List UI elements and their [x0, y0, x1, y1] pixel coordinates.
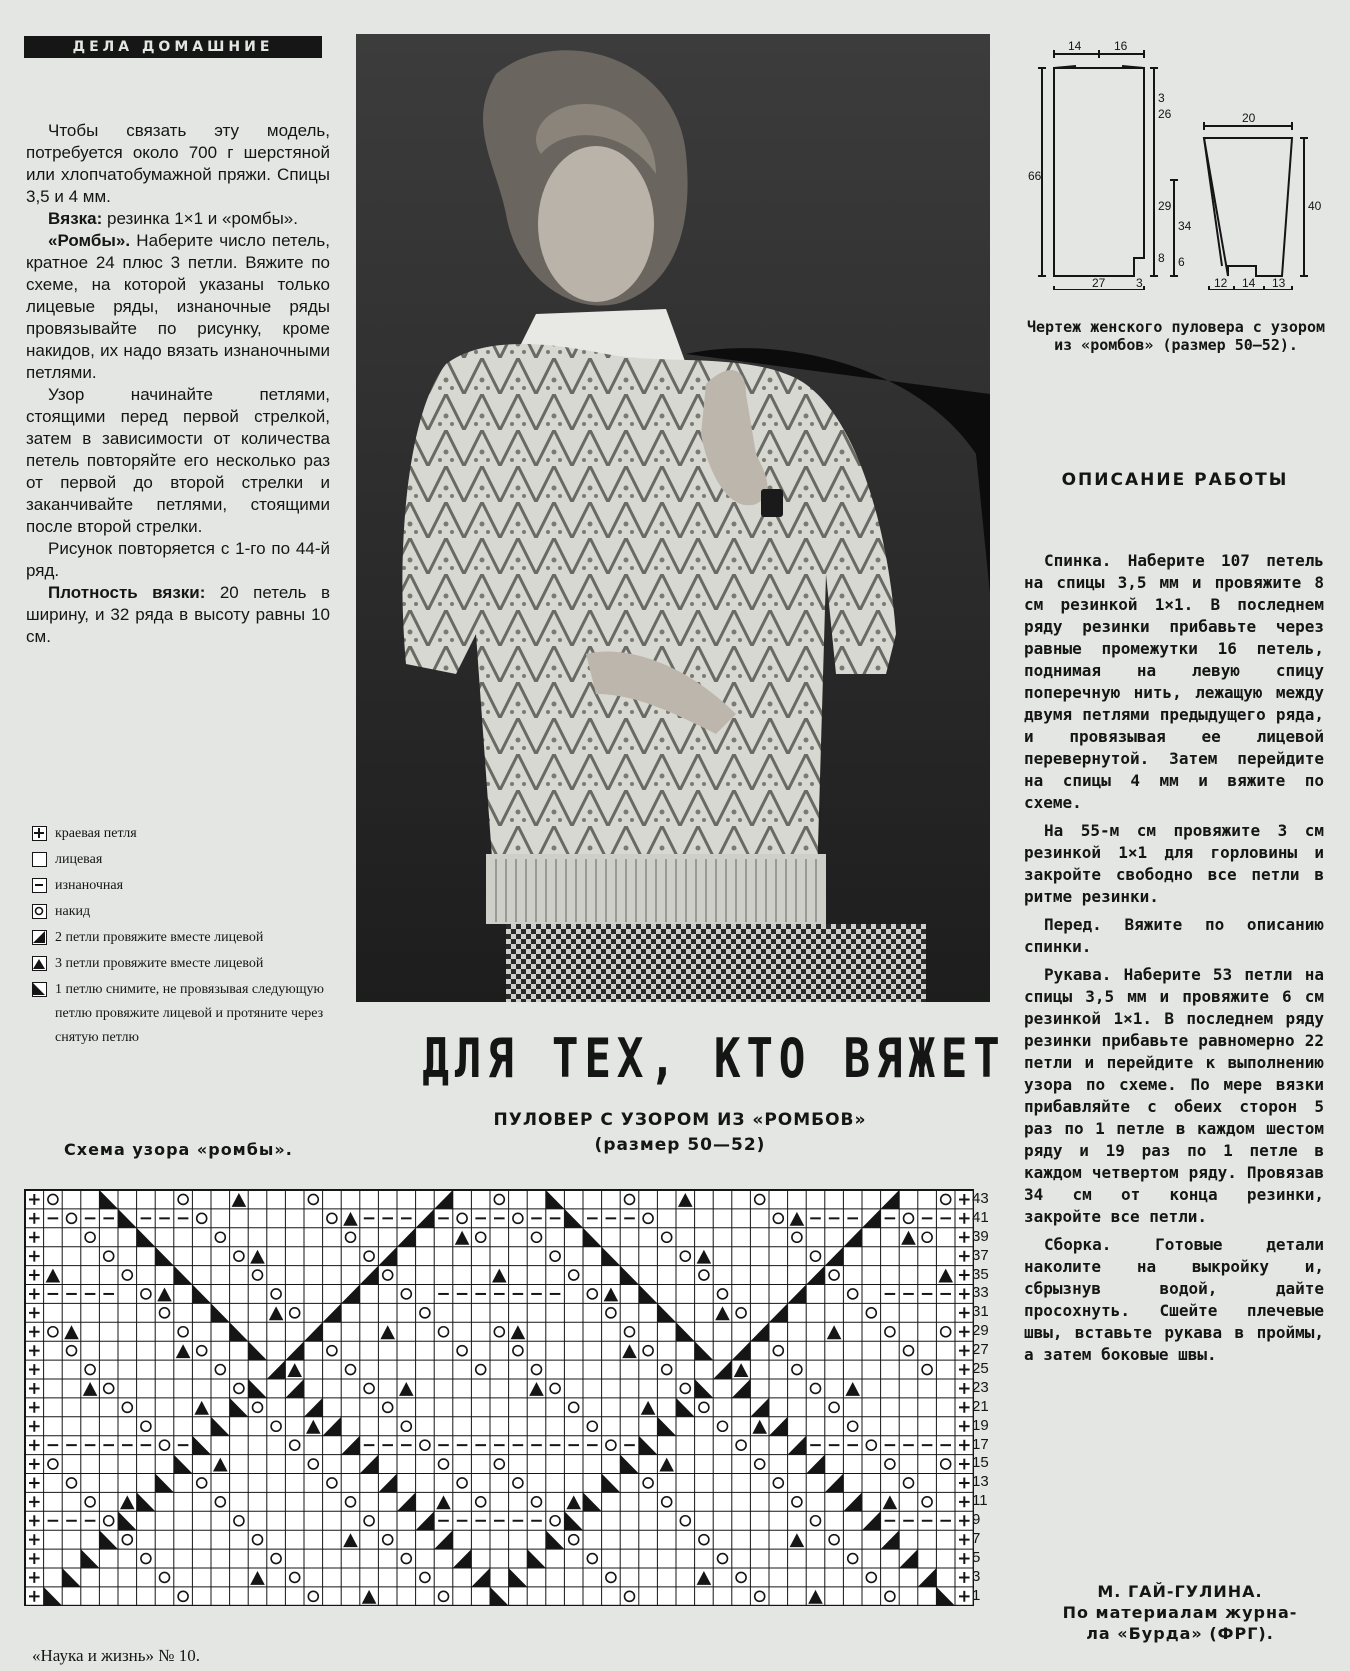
dim-sleeve-right: 13	[1272, 276, 1286, 290]
legend-item	[32, 848, 342, 872]
row-number: 17	[972, 1435, 989, 1453]
rhombus-label: «Ромбы».	[48, 231, 131, 250]
assembly-text: Готовые детали наколите на выкройку и, сбрызнув водой, дайте просохнуть. Сшейте плечевые швы, вставьте рукава в проймы, а затем боковые швы.	[1024, 1235, 1324, 1364]
model-photo-illustration	[356, 34, 990, 1002]
row-number: 39	[972, 1227, 989, 1245]
dim-sleeve-rib: 6	[1178, 255, 1185, 269]
magazine-footer: «Наука и жизнь» № 10.	[32, 1646, 200, 1665]
density-text: 20 петель в ширину, и 32 ряда в высоту равны 10 см.	[26, 583, 330, 646]
plus-symbol-icon	[32, 826, 47, 841]
legend-item	[32, 952, 342, 976]
row-number: 27	[972, 1341, 989, 1359]
assembly-label: Сборка.	[1044, 1235, 1112, 1254]
back-paragraph-2: На 55-м см провяжите 3 см резинкой 1×1 для горловины и закройте свободно все петли в ритме резинки.	[1024, 821, 1324, 906]
symbol-legend	[32, 822, 342, 1052]
left-triangle-icon	[32, 982, 47, 997]
legend-item	[32, 978, 342, 1050]
sleeve-text: Наберите 53 петли на спицы 3,5 мм и провяжите 6 см резинкой 1×1. В последнем ряду резинки прибавьте равномерно 22 петли и перейдите к выполнению узора по схеме. По мере вязки прибавляйте с обеих сторон 5 раз по 1 петле в каждом шестом ряду и 19 раз по 1 петле в каждом четвертом ряду. Провязав 34 см от конца резинки, закройте все петли.	[1024, 965, 1324, 1226]
dim-sleeve-left: 12	[1214, 276, 1228, 290]
row-number: 23	[972, 1378, 989, 1396]
sleeve-label: Рукава.	[1044, 965, 1112, 984]
row-number: 7	[972, 1530, 981, 1548]
legend-label: 1 петлю снимите, не провязывая следующую петлю провяжите лицевой и протяните через снятую петлю	[55, 982, 324, 1045]
legend-label: 3 петли провяжите вместе лицевой	[55, 956, 264, 971]
back-paragraph	[1024, 550, 1324, 814]
rhombus-text: Наберите число петель, кратное 24 плюс 3 петли. Вяжите по схеме, на которой указаны только лицевые ряды, изнаночные ряды провязывайте по рисунку, кроме накидов, их надо вязать изнаночными петлями.	[26, 231, 330, 382]
back-label: Спинка.	[1044, 551, 1112, 570]
author-block	[1020, 1581, 1340, 1644]
dim-back-rib: 8	[1158, 251, 1165, 265]
dim-back-bottom: 27	[1092, 276, 1106, 290]
legend-label: изнаночная	[55, 878, 124, 893]
source-line-2: ла «Бурда» (ФРГ).	[1086, 1624, 1274, 1643]
legend-item	[32, 900, 342, 924]
legend-label: краевая петля	[55, 826, 137, 841]
legend-item	[32, 874, 342, 898]
dim-back-cm: 3	[1158, 91, 1165, 105]
knitting-label: Вязка:	[48, 209, 103, 228]
front-label: Перед.	[1044, 915, 1102, 934]
density-label: Плотность вязки:	[48, 583, 206, 602]
front-text: Вяжите по описанию спинки.	[1024, 915, 1324, 956]
dim-sleeve-top: 20	[1242, 111, 1256, 125]
right-triangle-icon	[32, 930, 47, 945]
dim-back-lower: 29	[1158, 199, 1172, 213]
center-triangle-icon	[32, 956, 47, 971]
row-numbers	[972, 1190, 1006, 1606]
subtitle-size: (размер 50—52)	[594, 1135, 766, 1155]
legend-item	[32, 926, 342, 950]
row-number: 21	[972, 1397, 989, 1415]
row-numbers-list	[972, 1190, 1006, 1606]
author-name: М. ГАЙ-ГУЛИНА.	[1097, 1582, 1263, 1601]
row-number: 37	[972, 1246, 989, 1264]
subtitle-pattern: ПУЛОВЕР С УЗОРОМ ИЗ «РОМБОВ»	[493, 1110, 867, 1130]
intro-p4: Узор начинайте петлями, стоящими перед первой стрелкой, затем в зависимости от количества петель повторяйте его несколько раз от первой до второй стрелки и заканчивайте петлями, стоящими после второй стрелки.	[26, 385, 330, 536]
empty-symbol-icon	[32, 852, 47, 867]
diagram-caption: Чертеж женского пуловера с узором из «ромбов» (размер 50—52).	[1026, 318, 1325, 354]
dim-back-upper: 26	[1158, 107, 1172, 121]
row-number: 5	[972, 1548, 981, 1566]
intro-p3	[26, 230, 330, 384]
dash-symbol-icon	[32, 878, 47, 893]
row-number: 9	[972, 1511, 981, 1529]
circle-symbol-icon	[32, 904, 47, 919]
front-paragraph	[1024, 914, 1324, 958]
source-line-1: По материалам журна-	[1062, 1603, 1298, 1622]
legend-label: лицевая	[55, 852, 103, 867]
dim-back-top-right: 16	[1114, 40, 1128, 53]
row-number: 25	[972, 1360, 989, 1378]
row-number: 33	[972, 1284, 989, 1302]
dim-sleeve-mid: 34	[1178, 219, 1192, 233]
row-number: 11	[972, 1492, 988, 1510]
garment-diagram-svg	[1024, 40, 1324, 290]
knitting-text: резинка 1×1 и «ромбы».	[102, 209, 298, 228]
intro-p6	[26, 582, 330, 648]
row-number: 13	[972, 1473, 989, 1491]
legend-item	[32, 822, 342, 846]
row-number: 3	[972, 1567, 981, 1585]
dim-sleeve-center: 14	[1242, 276, 1256, 290]
row-number: 41	[972, 1208, 989, 1226]
description-title: ОПИСАНИЕ РАБОТЫ	[1061, 470, 1289, 490]
row-number: 43	[972, 1190, 989, 1207]
dim-sleeve-height: 40	[1308, 199, 1322, 213]
sleeve-paragraph	[1024, 964, 1324, 1228]
schema-title: Схема узора «ромбы».	[64, 1140, 293, 1159]
back-text: Наберите 107 петель на спицы 3,5 мм и провяжите 8 см резинкой 1×1. В последнем ряду резинки прибавьте через равные промежутки 16 петель, поднимая на левую спицу поперечную нить, лежащую между двумя петлями предыдущего ряда, и провязывая ее лицевой перевернутой. Затем перейдите на спицы 4 мм и вяжите по схеме.	[1024, 551, 1324, 812]
intro-p2	[26, 208, 330, 230]
dim-back-top-left: 14	[1068, 40, 1082, 53]
intro-p1: Чтобы связать эту модель, потребуется около 700 г шерстяной или хлопчатобумажной пряжи. Спицы 3,5 и 4 мм.	[26, 121, 330, 206]
garment-diagram	[1024, 40, 1324, 290]
knitting-chart-grid	[24, 1186, 974, 1606]
row-number: 31	[972, 1303, 989, 1321]
assembly-paragraph	[1024, 1234, 1324, 1366]
row-number: 35	[972, 1265, 989, 1283]
row-number: 15	[972, 1454, 989, 1472]
legend-label: 2 петли провяжите вместе лицевой	[55, 930, 264, 945]
legend-label: накид	[55, 904, 91, 919]
row-number: 1	[972, 1586, 981, 1604]
row-number: 29	[972, 1322, 989, 1340]
row-number: 19	[972, 1416, 989, 1434]
work-description	[1024, 550, 1324, 1372]
model-photo	[356, 34, 990, 1002]
dim-back-bottom-right: 3	[1136, 276, 1143, 290]
rubric-header: ДЕЛА ДОМАШНИЕ	[24, 36, 322, 58]
dim-back-height: 66	[1028, 169, 1042, 183]
knitting-chart	[24, 1186, 974, 1611]
intro-text	[26, 120, 330, 648]
intro-p5: Рисунок повторяется с 1-го по 44-й ряд.	[26, 539, 330, 580]
headline: ДЛЯ ТЕХ, КТО ВЯЖЕТ	[422, 1027, 1006, 1090]
